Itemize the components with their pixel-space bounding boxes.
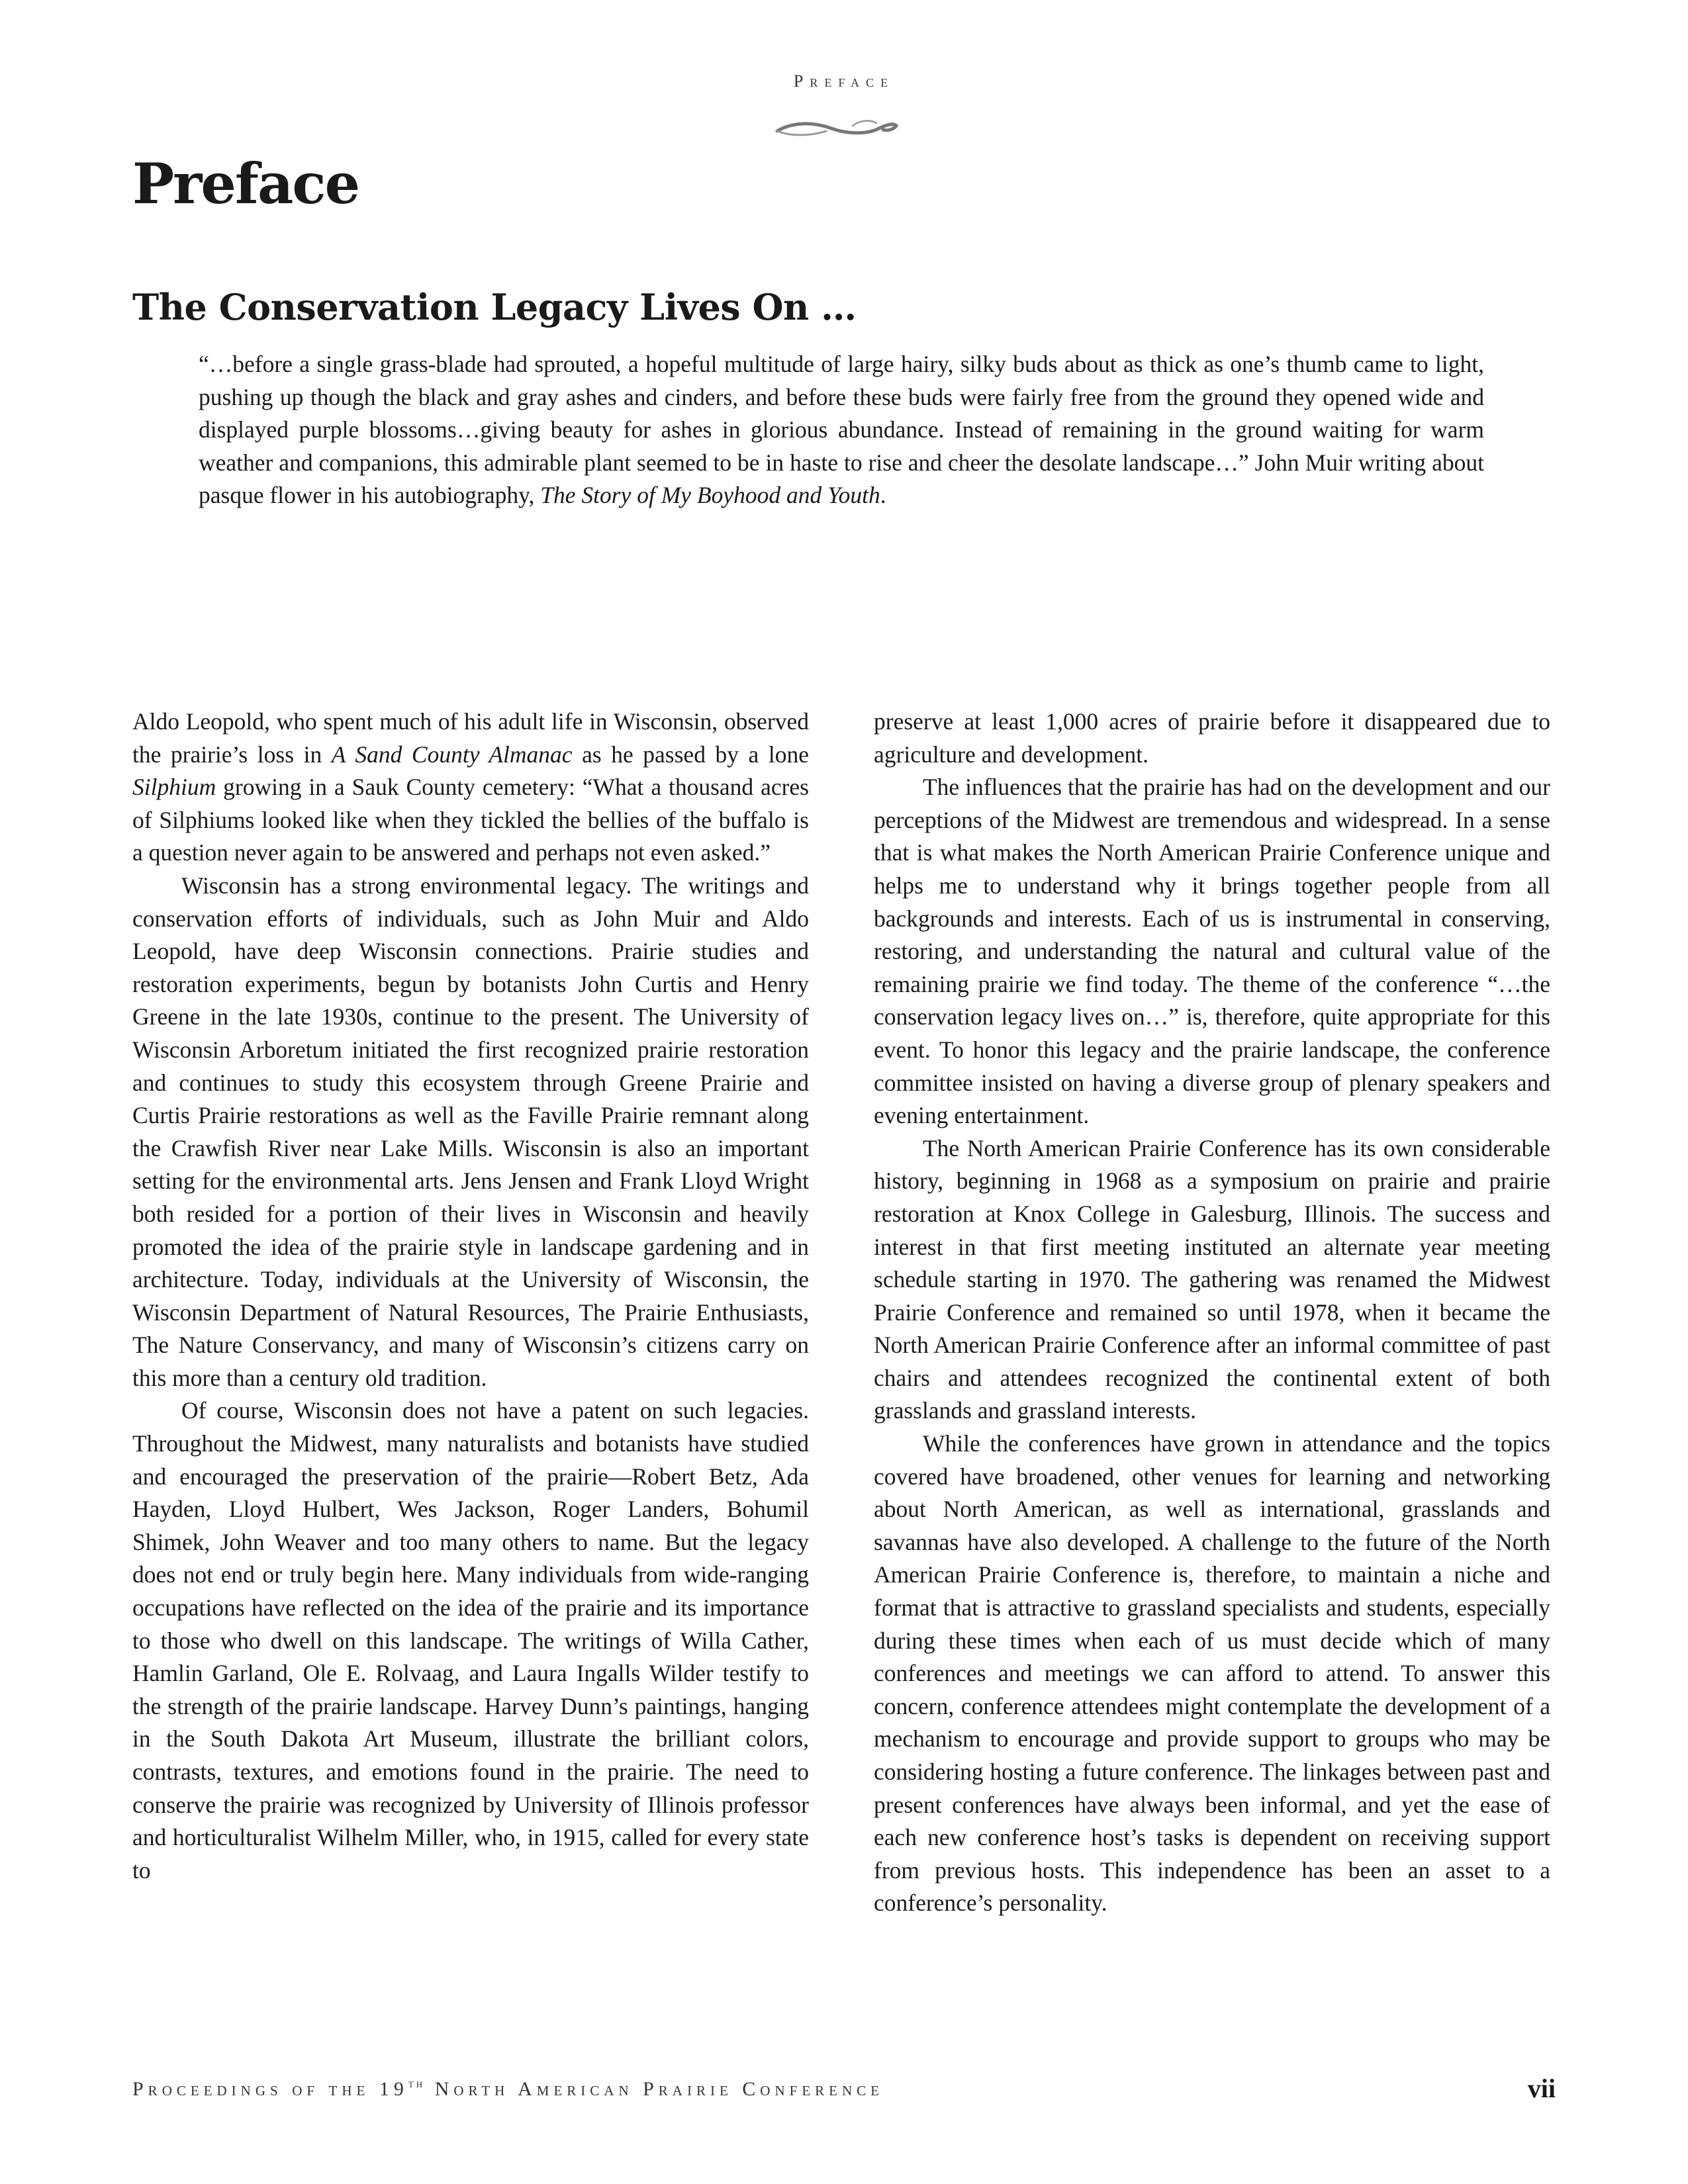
left-p1-text-b: as he passed by a lone (572, 741, 809, 768)
left-column (132, 705, 809, 1887)
running-head: Preface (793, 71, 895, 91)
page-number: vii (1527, 2073, 1556, 2103)
left-paragraph-1 (132, 705, 809, 870)
left-p1-text-a: Aldo Leopold, who spent much of his adult life in Wisconsin, observed the prairie’s loss in (132, 708, 809, 768)
right-paragraph-3: The North American Prairie Conference has its own considerable history, beginning in 1968 as a symposium on prairie and prairie restoration at Knox College in Galesburg, Illinois. The success and interest in that first meeting instituted an alternate year meeting schedule starting in 1970. The gathering was renamed the Midwest Prairie Conference and remained so until 1978, when it became the North American Prairie Conference after an informal committee of past chairs and attendees recognized the continental extent of both grasslands and grassland interests. (874, 1134, 1550, 1424)
epigraph-text: “…before a single grass-blade had sprouted, a hopeful multitude of large hairy, silky buds about as thick as one’s thumb came to light, pushing up though the black and gray ashes and cinders, and before these buds were fairly free from the ground they opened wide and displayed purple blossoms…giving beauty for ashes in glorious abundance. Instead of remaining in the ground waiting for warm weather and companions, this admirable plant seemed to be in haste to rise and cheer the desolate landscape…” John Muir writing about pasque flower in his autobiography, (199, 351, 1484, 509)
footer-title-sup: th (408, 2077, 426, 2090)
right-paragraph-1: preserve at least 1,000 acres of prairie before it disappeared due to agriculture and development. (874, 708, 1550, 768)
right-column (874, 705, 1550, 1920)
page-title: Preface (132, 151, 359, 216)
left-paragraph-3: Of course, Wisconsin does not have a patent on such legacies. Throughout the Midwest, many naturalists and botanists have studied and encouraged the preservation of the prairie—Robert Betz, Ada Hayden, Lloyd Hulbert, Wes Jackson, Roger Landers, Bohumil Shimek, John Weaver and too many others to name. But the legacy does not end or truly begin here. Many individuals from wide-ranging occupations have reflected on the idea of the prairie and its importance to those who dwell on this landscape. The writings of Willa Cather, Hamlin Garland, Ole E. Rolvaag, and Laura Ingalls Wilder testify to the strength of the prairie landscape. Harvey Dunn’s paintings, hanging in the South Dakota Art Museum, illustrate the brilliant colors, contrasts, textures, and emotions found in the prairie. The need to conserve the prairie was recognized by University of Illinois professor and horticulturalist Wilhelm Miller, who, in 1915, called for every state to (132, 1397, 809, 1884)
epigraph-end: . (880, 482, 886, 509)
section-title: The Conservation Legacy Lives On … (132, 286, 857, 328)
almanac-title: A Sand County Almanac (331, 741, 573, 768)
footer-title-pre: Proceedings of the 19 (132, 2078, 408, 2100)
footer-title-post: North American Prairie Conference (425, 2078, 884, 2100)
right-paragraph-2: The influences that the prairie has had on the development and our perceptions of the Midwest are tremendous and widespread. In a sense that is what makes the North American Prairie Conference unique and helps me to understand why it brings together people from all backgrounds and interests. Each of us is instrumental in conserving, restoring, and understanding the natural and cultural value of the remaining prairie we find today. The theme of the conference “…the conservation legacy lives on…” is, therefore, quite appropriate for this event. To honor this legacy and the prairie landscape, the conference committee insisted on having a diverse group of plenary speakers and evening entertainment. (874, 774, 1550, 1129)
left-paragraph-2: Wisconsin has a strong environmental legacy. The writings and conservation efforts of individuals, such as John Muir and Aldo Leopold, have deep Wisconsin connections. Prairie studies and restoration experiments, begun by botanists John Curtis and Henry Greene in the late 1930s, continue to the present. The University of Wisconsin Arboretum initiated the first recognized prairie restoration and continues to study this ecosystem through Greene Prairie and Curtis Prairie restorations as well as the Faville Prairie remnant along the Crawfish River near Lake Mills. Wisconsin is also an important setting for the environmental arts. Jens Jensen and Frank Lloyd Wright both resided for a portion of their lives in Wisconsin and heavily promoted the idea of the prairie style in landscape gardening and in architecture. Today, individuals at the University of Wisconsin, the Wisconsin Department of Natural Resources, The Prairie Enthusiasts, The Nature Conservancy, and many of Wisconsin’s citizens carry on this more than a century old tradition. (132, 872, 809, 1391)
footer-running-title (132, 2077, 884, 2101)
left-p1-text-c: growing in a Sauk County cemetery: “What a thousand acres of Silphiums looked like when they tickled the bellies of the buffalo is a question never again to be answered and perhaps not even asked.” (132, 774, 809, 866)
epigraph-book-title: The Story of My Boyhood and Youth (540, 482, 880, 509)
right-paragraph-4: While the conferences have grown in attendance and the topics covered have broadened, other venues for learning and networking about North American, as well as international, grasslands and savannas have also developed. A challenge to the future of the North American Prairie Conference is, therefore, to maintain a niche and format that is attractive to grassland specialists and students, especially during these times when each of us must decide which of many conferences and meetings we can afford to attend. To answer this concern, conference attendees might contemplate the development of a mechanism to encourage and provide support to groups who may be considering hosting a future conference. The linkages between past and present conferences have always been informal, and yet the ease of each new conference host’s tasks is dependent on receiving support from previous hosts. This independence has been an asset to a conference’s personality. (874, 1430, 1550, 1917)
flourish-ornament-icon (773, 116, 899, 139)
silphium-term: Silphium (132, 774, 216, 801)
epigraph-quote (199, 348, 1484, 512)
